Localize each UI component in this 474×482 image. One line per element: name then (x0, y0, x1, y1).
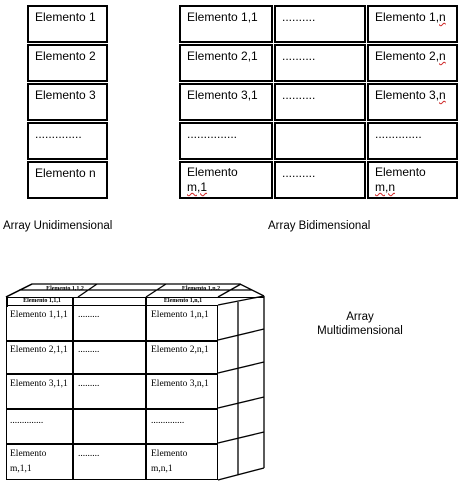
multi-cell-3-3 (147, 376, 217, 392)
multi-caption (310, 310, 410, 338)
front-grid-h2 (6, 373, 218, 375)
multi-cell-3-2-text: ......... (78, 379, 100, 389)
bi-cell-1-3-text: Elemento 1, (375, 10, 440, 24)
uni-cell-3-text: Elemento 3 (35, 88, 96, 102)
multi-cell-2-3-text: Elemento 2,n,1 (151, 345, 209, 355)
cube-side-row-1 (218, 329, 264, 340)
multi-cell-3-1 (6, 376, 72, 392)
bi-cell-3-2-text: .......... (282, 88, 316, 102)
multi-cell-3-2 (74, 376, 144, 392)
top-label-front-right: Elemento 1,n,1 (163, 298, 203, 304)
multi-cell-3-3-text: Elemento 3,n,1 (151, 379, 209, 389)
multi-cell-1-2-text: ......... (78, 310, 100, 320)
multi-cell-4-3-text: .............. (151, 416, 185, 426)
multi-caption-line-2: Multidimensional (317, 325, 403, 337)
bi-cell-5-1-text-b: m,1 (187, 180, 208, 194)
bi-cell-4-3-text: .............. (375, 127, 422, 141)
multi-cell-2-1-text: Elemento 2,1,1 (10, 345, 68, 355)
front-grid-h3 (6, 408, 218, 410)
bi-cell-5-3-text: Elemento (375, 165, 426, 179)
bi-cell-3-3-text: Elemento 3, (375, 88, 440, 102)
bi-cell-2-3-text-b: n (439, 49, 446, 63)
top-label-front-left: Elemento 1,1,1 (23, 298, 61, 304)
bi-cell-1-3-text-b: n (439, 10, 446, 24)
top-label-back-right: Elemento 1,n,2 (181, 286, 221, 292)
top-label-back-left: Elemento 1,1,2 (46, 286, 84, 292)
bi-cell-3-3-text-b: n (439, 88, 446, 102)
multi-cell-1-1 (6, 307, 72, 323)
uni-cell-2-text: Elemento 2 (35, 49, 96, 63)
multi-cell-5-1-text: Elemento (10, 449, 47, 459)
bi-cell-4-1-text: ............... (187, 127, 238, 141)
bi-cell-2-1-text: Elemento 2,1 (187, 49, 258, 63)
cube-side-row-4 (218, 432, 264, 443)
multi-cell-2-3 (147, 342, 217, 358)
multi-cell-5-1 (6, 446, 72, 477)
multi-cell-5-2 (74, 446, 144, 462)
multi-caption-line-1: Array (346, 311, 374, 323)
bi-cell-2-3-text: Elemento 2, (375, 49, 440, 63)
multi-cell-3-1-text: Elemento 3,1,1 (10, 379, 68, 389)
uni-caption: Array Unidimensional (3, 220, 113, 232)
multi-cell-1-3 (147, 307, 217, 323)
front-top-edge (6, 297, 264, 298)
multi-cell-4-1 (6, 413, 72, 429)
multi-cell-1-1-text: Elemento 1,1,1 (10, 310, 68, 320)
bi-cell-5-2-text: .......... (282, 166, 316, 180)
uni-cell-1-text: Elemento 1 (35, 10, 96, 24)
cube-side-row-3 (218, 397, 264, 408)
uni-cell-4-text: .............. (35, 127, 82, 141)
multi-cell-5-3-text: Elemento (151, 449, 188, 459)
bi-cell-1-2-text: .......... (282, 10, 316, 24)
multi-cell-2-2 (74, 342, 144, 358)
bi-cell-5-1-text: Elemento (187, 165, 238, 179)
multi-cell-2-2-text: ......... (78, 345, 100, 355)
multi-cell-5-1-text-b: m,1,1 (10, 464, 32, 474)
multi-cell-1-2 (74, 307, 144, 323)
front-left-edge (6, 297, 8, 307)
uni-cell-5-text: Elemento n (35, 166, 96, 180)
bi-cell-2-2-text: .......... (282, 49, 316, 63)
multi-cell-5-3 (147, 446, 217, 477)
cube-side-bottom (218, 468, 264, 480)
multi-cell-5-3-text-b: m,n,1 (151, 464, 173, 474)
bi-cell-1-1-text: Elemento 1,1 (187, 10, 258, 24)
multi-cell-2-1 (6, 342, 72, 358)
multi-cell-1-3-text: Elemento 1,n,1 (151, 310, 209, 320)
bi-cell-5-3-text-b: m,n (375, 180, 396, 194)
front-grid-h4 (6, 443, 218, 445)
bi-cell-3-1-text: Elemento 3,1 (187, 88, 258, 102)
multi-cell-5-2-text: ......... (78, 449, 100, 459)
multi-cell-4-3 (147, 413, 217, 429)
cube-side-row-2 (218, 362, 264, 373)
multi-cell-4-1-text: .............. (10, 416, 44, 426)
bi-caption: Array Bidimensional (268, 220, 371, 232)
